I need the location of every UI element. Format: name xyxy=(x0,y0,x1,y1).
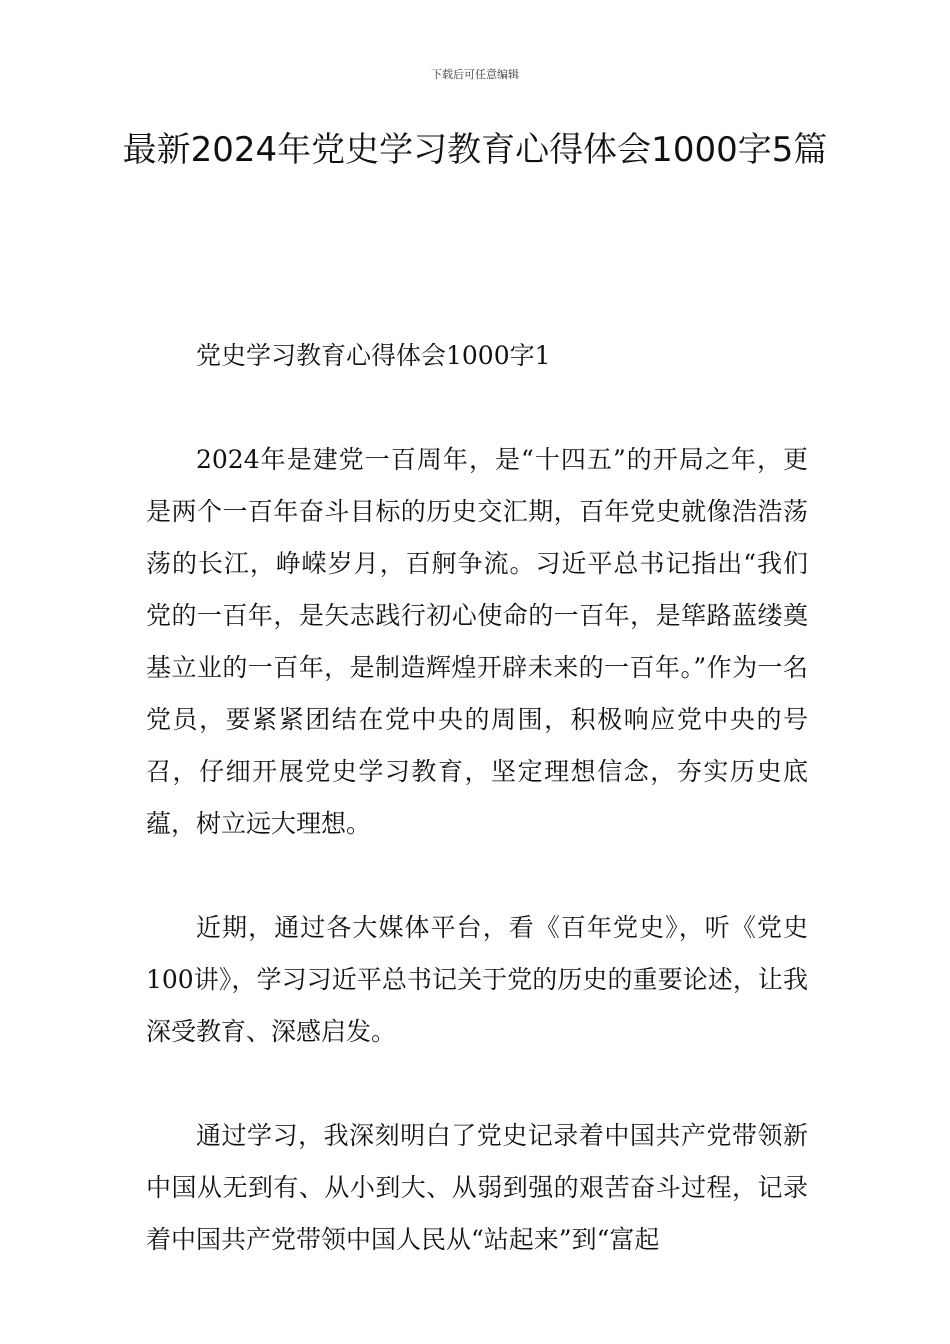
document-title: 最新2024年党史学习教育心得体会1000字5篇 xyxy=(122,130,828,170)
paragraph-3: 通过学习，我深刻明白了党史记录着中国共产党带领新中国从无到有、从小到大、从弱到强的艰苦奋斗过程，记录着中国共产党带领中国人民从“站起来”到“富起 xyxy=(146,1121,808,1254)
paragraph-2: 近期，通过各大媒体平台，看《百年党史》，听《党史100讲》，学习习近平总书记关于党的历史的重要论述，让我深受教育、深感启发。 xyxy=(146,913,808,1046)
paragraph-1: 2024年是建党一百周年，是“十四五”的开局之年，更是两个一百年奋斗目标的历史交汇期，百年党史就像浩浩荡荡的长江，峥嵘岁月，百舸争流。习近平总书记指出“我们党的一百年，是矢志践行初心使命的一百年，是筚路蓝缕奠基立业的一百年，是制造辉煌开辟未来的一百年。”作为一名党员，要紧紧团结在党中央的周围，积极响应党中央的号召，仔细开展党史学习教育，坚定理想信念，夯实历史底蕴，树立远大理想。 xyxy=(146,445,808,838)
header-note: 下载后可任意编辑 xyxy=(431,68,519,81)
document-body xyxy=(146,330,808,1318)
section-heading: 党史学习教育心得体会1000字1 xyxy=(196,341,551,370)
